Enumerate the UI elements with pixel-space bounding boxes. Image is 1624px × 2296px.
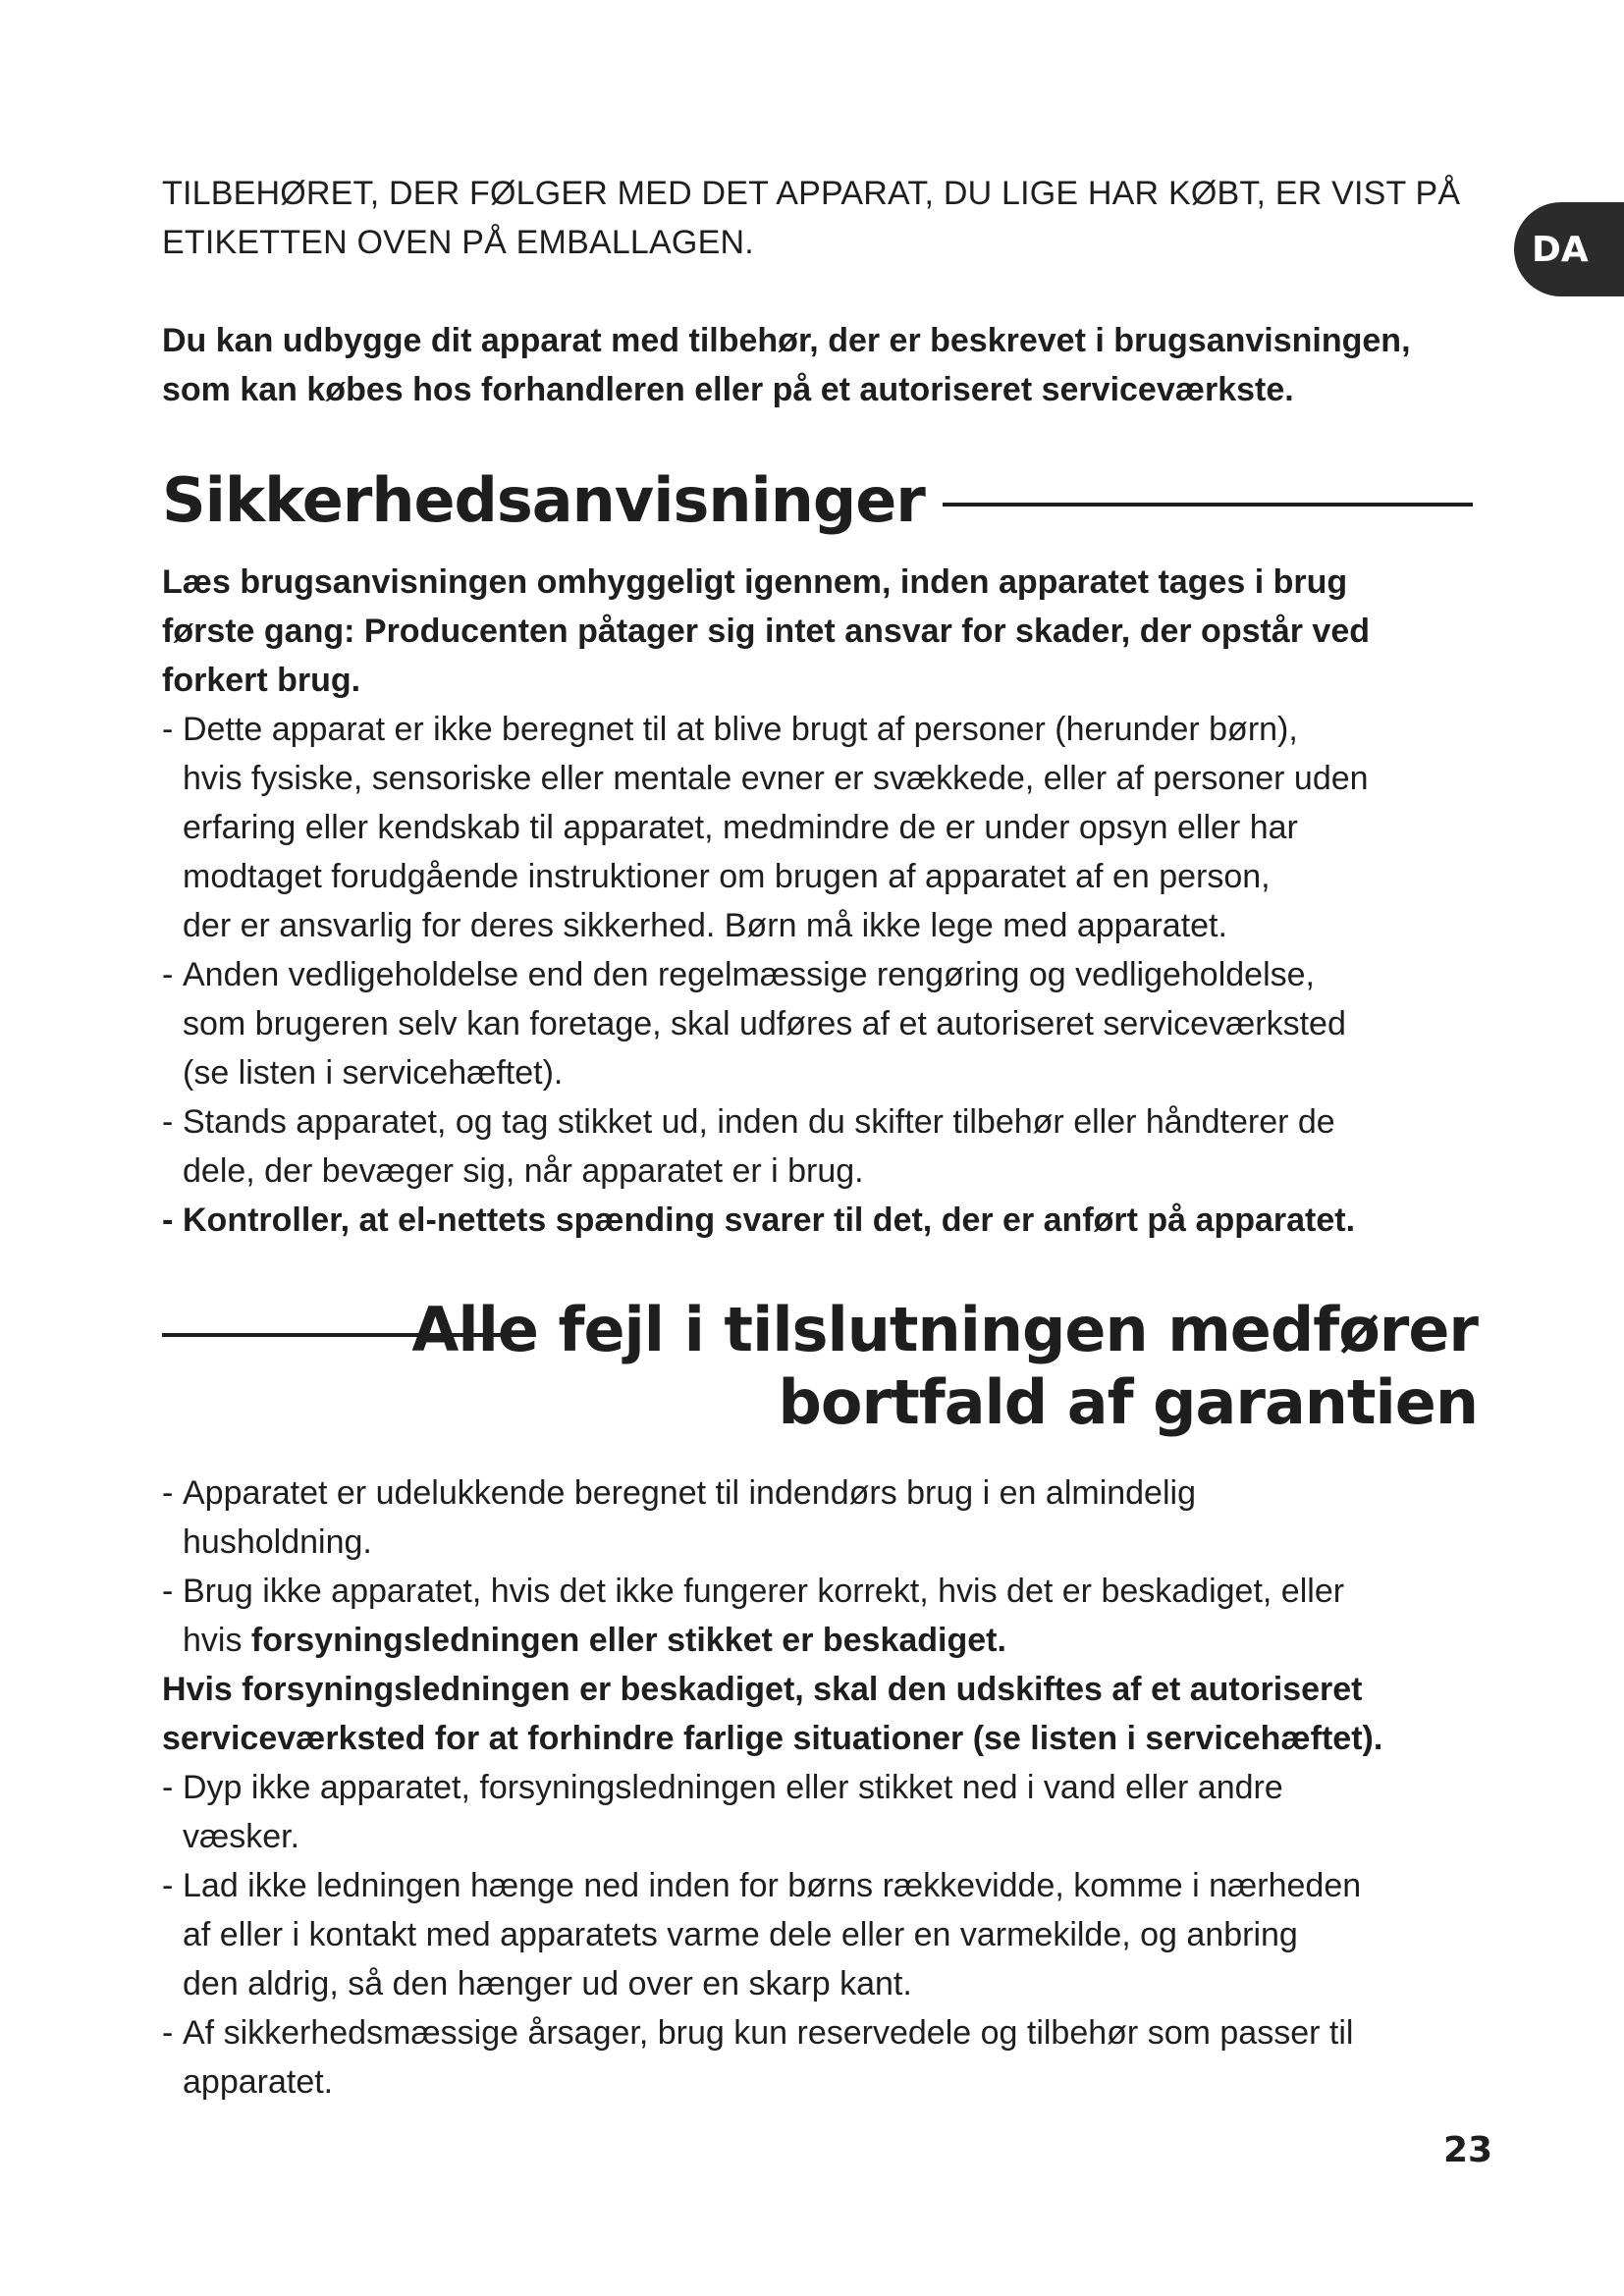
list-item-line: - Anden vedligeholdelse end den regelmæssige rengøring og vedligeholdelse,: [183, 956, 1315, 993]
intro-bold-line: Du kan udbygge dit apparat med tilbehør, der er beskrevet i brugsanvisningen,: [162, 322, 1411, 359]
list-item-line: dele, der bevæger sig, når apparatet er i brug.: [183, 1152, 864, 1190]
list-item: [162, 1763, 1497, 1861]
list-item-line: (se listen i servicehæftet).: [183, 1054, 564, 1092]
list-item: [162, 1567, 1497, 1665]
safety-bullet-list: [162, 705, 1497, 1245]
bold-note-line: serviceværksted for at forhindre farlige situationer (se listen i servicehæftet).: [162, 1720, 1383, 1757]
language-tab: DA: [1514, 202, 1624, 296]
safety-lead-line: Læs brugsanvisningen omhyggeligt igennem, inden apparatet tages i brug: [162, 563, 1348, 601]
page-number: 23: [1443, 2130, 1493, 2170]
list-item-line: [183, 1616, 1497, 1665]
list-item: [162, 950, 1497, 1097]
list-item-line: der er ansvarlig for deres sikkerhed. Børn må ikke lege med apparatet.: [183, 907, 1227, 944]
list-item: [162, 1196, 1497, 1245]
section-heading-warranty: [162, 1294, 1478, 1451]
list-item: [162, 705, 1497, 950]
list-item-line: af eller i kontakt med apparatets varme dele eller en varmekilde, og anbring: [183, 1916, 1298, 1953]
list-item-line: modtaget forudgående instruktioner om brugen af apparatet af en person,: [183, 858, 1271, 895]
intro-caps-line: ETIKETTEN OVEN PÅ EMBALLAGEN.: [162, 224, 754, 261]
heading-rule: [943, 503, 1473, 507]
list-item-line: - Af sikkerhedsmæssige årsager, brug kun reservedele og tilbehør som passer til: [183, 2014, 1354, 2052]
list-item-line: - Brug ikke apparatet, hvis det ikke fungerer korrekt, hvis det er beskadiget, eller: [183, 1573, 1345, 1610]
list-item-line: - Dette apparat er ikke beregnet til at blive brugt af personer (herunder børn),: [183, 711, 1298, 748]
list-item: [162, 1097, 1497, 1196]
list-item-line: husholdning.: [183, 1523, 372, 1561]
section-title-line: bortfald af garantien: [778, 1366, 1478, 1438]
intro-bold-line: som kan købes hos forhandleren eller på et autoriseret serviceværkste.: [162, 371, 1294, 408]
list-item: [162, 1468, 1497, 1567]
intro-caps-line: TILBEHØRET, DER FØLGER MED DET APPARAT, DU LIGE HAR KØBT, ER VIST PÅ: [162, 175, 1461, 212]
safety-lead: [162, 558, 1497, 705]
safety-lead-line: forkert brug.: [162, 662, 361, 699]
warranty-bullet-list-2: [162, 1763, 1497, 2107]
list-item-emphasis: forsyningsledningen eller stikket er beskadiget.: [250, 1622, 1006, 1659]
safety-instructions: [162, 558, 1497, 1245]
warranty-bold-note: [162, 1665, 1497, 1763]
section-heading-safety: [162, 461, 1473, 540]
list-item-text: hvis: [183, 1622, 251, 1659]
section-title: Sikkerhedsanvisninger: [162, 464, 925, 536]
list-item-line: væsker.: [183, 1818, 300, 1855]
list-item-line: - Kontroller, at el-nettets spænding svarer til det, der er anført på apparatet.: [183, 1201, 1356, 1239]
bold-note-line: Hvis forsyningsledningen er beskadiget, skal den udskiftes af et autoriseret: [162, 1671, 1363, 1708]
list-item-line: hvis fysiske, sensoriske eller mentale evner er svækkede, eller af personer uden: [183, 760, 1369, 797]
warranty-instructions: [162, 1468, 1497, 2107]
safety-lead-line: første gang: Producenten påtager sig intet ansvar for skader, der opstår ved: [162, 613, 1370, 650]
list-item-line: - Stands apparatet, og tag stikket ud, inden du skifter tilbehør eller håndterer de: [183, 1103, 1335, 1141]
section-title-line: Alle fejl i tilslutningen medfører: [411, 1294, 1478, 1365]
list-item-line: som brugeren selv kan foretage, skal udføres af et autoriseret serviceværksted: [183, 1005, 1346, 1042]
intro-accessories-upgrade: [162, 316, 1478, 414]
list-item: [162, 1861, 1497, 2008]
section-title: [411, 1294, 1478, 1439]
list-item-line: den aldrig, så den hænger ud over en skarp kant.: [183, 1965, 912, 2002]
list-item-line: apparatet.: [183, 2063, 334, 2101]
intro-accessories-note: [162, 169, 1478, 267]
warranty-bullet-list: [162, 1468, 1497, 1665]
list-item-line: erfaring eller kendskab til apparatet, medmindre de er under opsyn eller har: [183, 809, 1298, 846]
list-item-line: - Lad ikke ledningen hænge ned inden for børns rækkevidde, komme i nærheden: [183, 1867, 1362, 1904]
list-item-line: - Dyp ikke apparatet, forsyningsledningen eller stikket ned i vand eller andre: [183, 1769, 1283, 1806]
list-item-line: - Apparatet er udelukkende beregnet til indendørs brug i en almindelig: [183, 1474, 1196, 1512]
list-item: [162, 2008, 1497, 2107]
